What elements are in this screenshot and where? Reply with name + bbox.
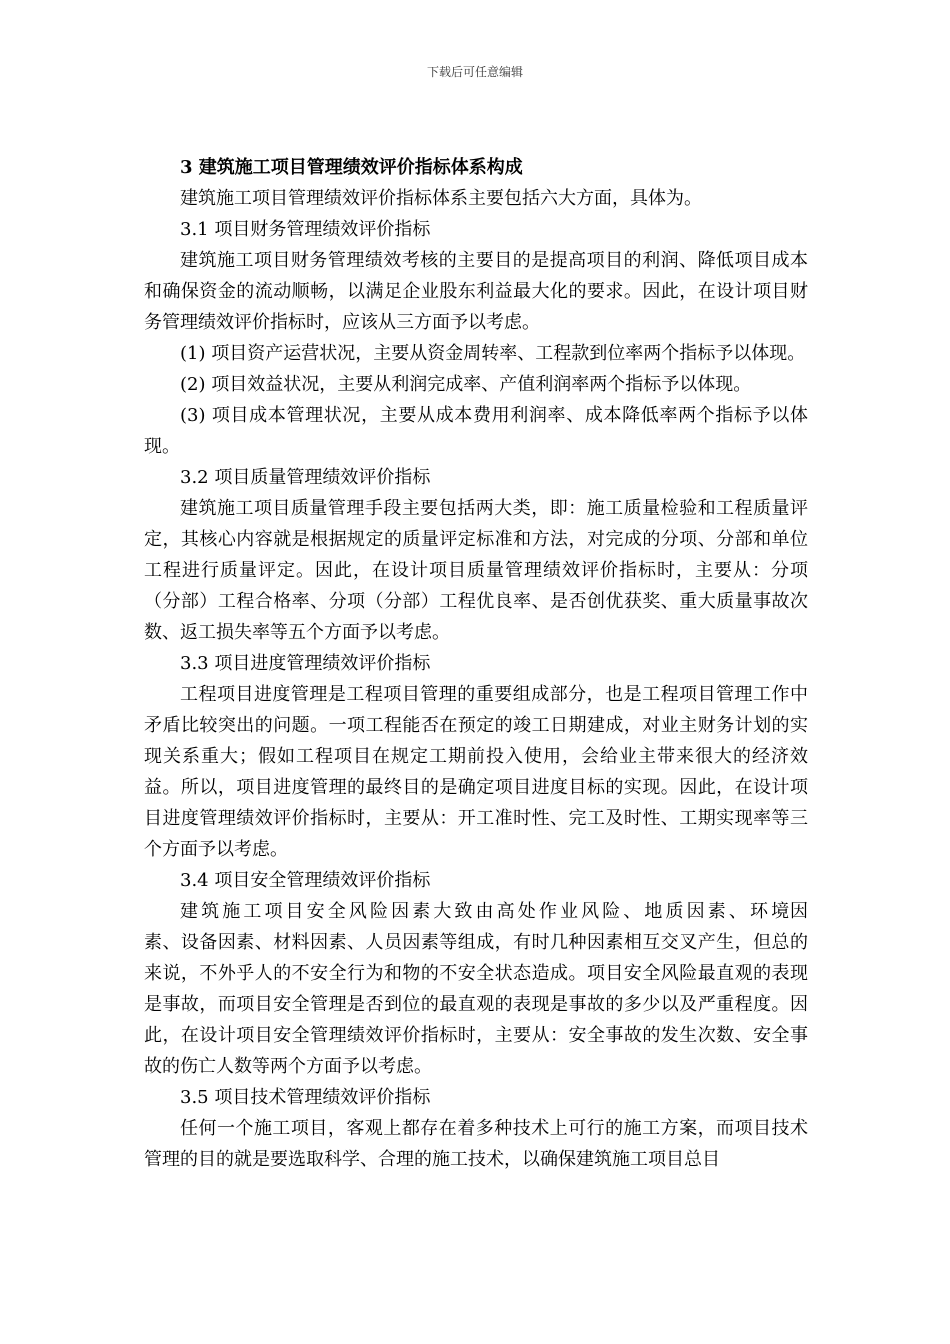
- heading-3-1: 3.1 项目财务管理绩效评价指标: [180, 219, 431, 240]
- paragraph-3-5: 任何一个施工项目，客观上都存在着多种技术上可行的施工方案，而项目技术管理的目的就是要选取科学、合理的施工技术，以确保建筑施工项目总目: [144, 1118, 808, 1170]
- heading-3-4: 3.4 项目安全管理绩效评价指标: [180, 870, 431, 891]
- heading-3-5: 3.5 项目技术管理绩效评价指标: [180, 1087, 431, 1108]
- list-item-3: (3) 项目成本管理状况，主要从成本费用利润率、成本降低率两个指标予以体现。: [144, 405, 808, 457]
- paragraph-3-4-first-line: 建筑施工项目安全风险因素大致由高处作业风险、地质因素、环: [180, 901, 772, 922]
- paragraph-3-3: 工程项目进度管理是工程项目管理的重要组成部分，也是工程项目管理工作中矛盾比较突出的问题。一项工程能否在预定的竣工日期建成，对业主财务计划的实现关系重大；假如工程项目在规定工期前投入使用，会给业主带来很大的经济效益。所以，项目进度管理的最终目的是确定项目进度目标的实现。因此，在设计项目进度管理绩效评价指标时，主要从：开工准时性、完工及时性、工期实现率等三个方面予以考虑。: [144, 684, 808, 860]
- paragraph-3-4: [144, 896, 808, 1082]
- heading-3-2: 3.2 项目质量管理绩效评价指标: [180, 467, 431, 488]
- intro-paragraph: 建筑施工项目管理绩效评价指标体系主要包括六大方面，具体为。: [180, 188, 702, 209]
- paragraph-3-2: 建筑施工项目质量管理手段主要包括两大类，即：施工质量检验和工程质量评定，其核心内容就是根据规定的质量评定标准和方法，对完成的分项、分部和单位工程进行质量评定。因此，在设计项目质量管理绩效评价指标时，主要从：分项（分部）工程合格率、分项（分部）工程优良率、是否创优获奖、重大质量事故次数、返工损失率等五个方面予以考虑。: [144, 498, 808, 643]
- paragraph-3-4-rest: 境因素、设备因素、材料因素、人员因素等组成，有时几种因素相互交叉产生，但总的来说，不外乎人的不安全行为和物的不安全状态造成。项目安全风险最直观的表现是事故，而项目安全管理是否到位的最直观的表现是事故的多少以及严重程度。因此，在设计项目安全管理绩效评价指标时，主要从：安全事故的发生次数、安全事故的伤亡人数等两个方面予以考虑。: [144, 901, 808, 1077]
- document-body: [144, 152, 808, 1175]
- section-title: 3 建筑施工项目管理绩效评价指标体系构成: [180, 157, 523, 178]
- heading-3-3: 3.3 项目进度管理绩效评价指标: [180, 653, 431, 674]
- list-item-1: (1) 项目资产运营状况，主要从资金周转率、工程款到位率两个指标予以体现。: [180, 343, 806, 364]
- list-item-2: (2) 项目效益状况，主要从利润完成率、产值利润率两个指标予以体现。: [180, 374, 752, 395]
- paragraph-3-1: 建筑施工项目财务管理绩效考核的主要目的是提高项目的利润、降低项目成本和确保资金的流动顺畅，以满足企业股东利益最大化的要求。因此，在设计项目财务管理绩效评价指标时，应该从三方面予以考虑。: [144, 250, 808, 333]
- page-header: 下载后可任意编辑: [426, 65, 523, 79]
